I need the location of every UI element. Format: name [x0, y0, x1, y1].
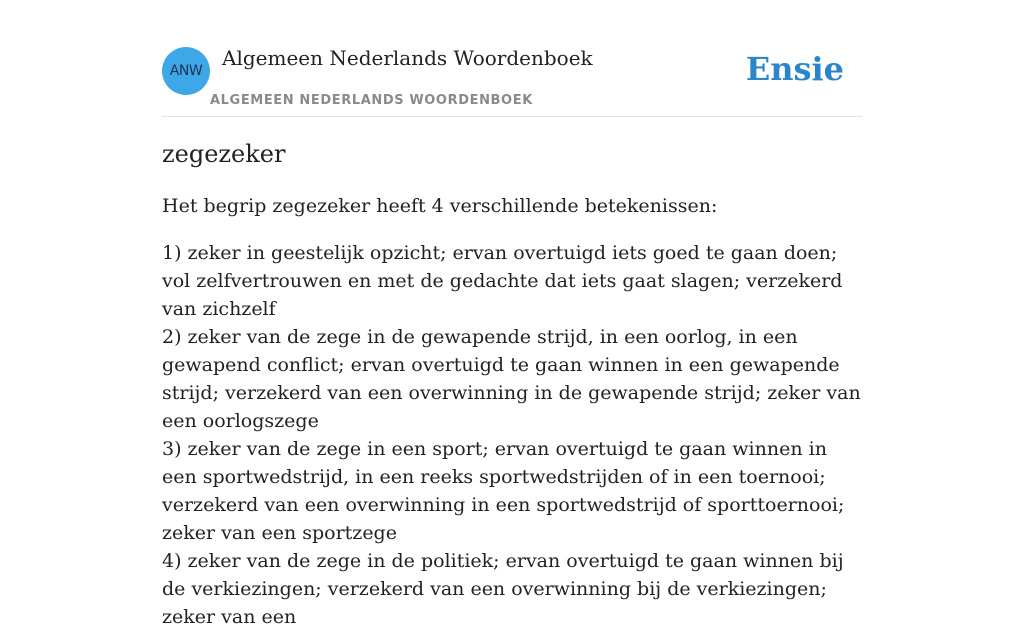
entry-title: zegezeker — [162, 140, 286, 168]
meaning-item: 1) zeker in geestelijk opzicht; ervan overtuigd iets goed te gaan doen; vol zelfvertrouwen en met de gedachte dat iets gaat slagen; verzekerd van zichzelf — [162, 242, 843, 320]
source-subtitle: ALGEMEEN NEDERLANDS WOORDENBOEK — [210, 93, 533, 108]
meanings-list — [162, 239, 862, 631]
meaning-item: 2) zeker van de zege in de gewapende strijd, in een oorlog, in een gewapend conflict; ervan overtuigd te gaan winnen in een gewapende strijd; verzekerd van een overwinning in de gewapende strijd; zeker van een oorlogszege — [162, 326, 861, 432]
meaning-item: 4) zeker van de zege in de politiek; ervan overtuigd te gaan winnen bij de verkiezingen; verzekerd van een overwinning bij de verkiezingen; zeker van een — [162, 550, 844, 628]
source-title[interactable]: Algemeen Nederlands Woordenboek — [222, 46, 593, 70]
entry-intro: Het begrip zegezeker heeft 4 verschillende betekenissen: — [162, 195, 718, 217]
source-logo[interactable]: ANW — [162, 47, 210, 95]
meaning-item: 3) zeker van de zege in een sport; ervan overtuigd te gaan winnen in een sportwedstrijd, in een reeks sportwedstrijden of in een toernooi; verzekerd van een overwinning in een sportwedstrijd of sporttoernooi; zeker van een sportzege — [162, 438, 845, 544]
entry-content — [162, 136, 862, 631]
source-header — [162, 46, 862, 117]
ensie-logo[interactable]: Ensie — [745, 50, 844, 88]
